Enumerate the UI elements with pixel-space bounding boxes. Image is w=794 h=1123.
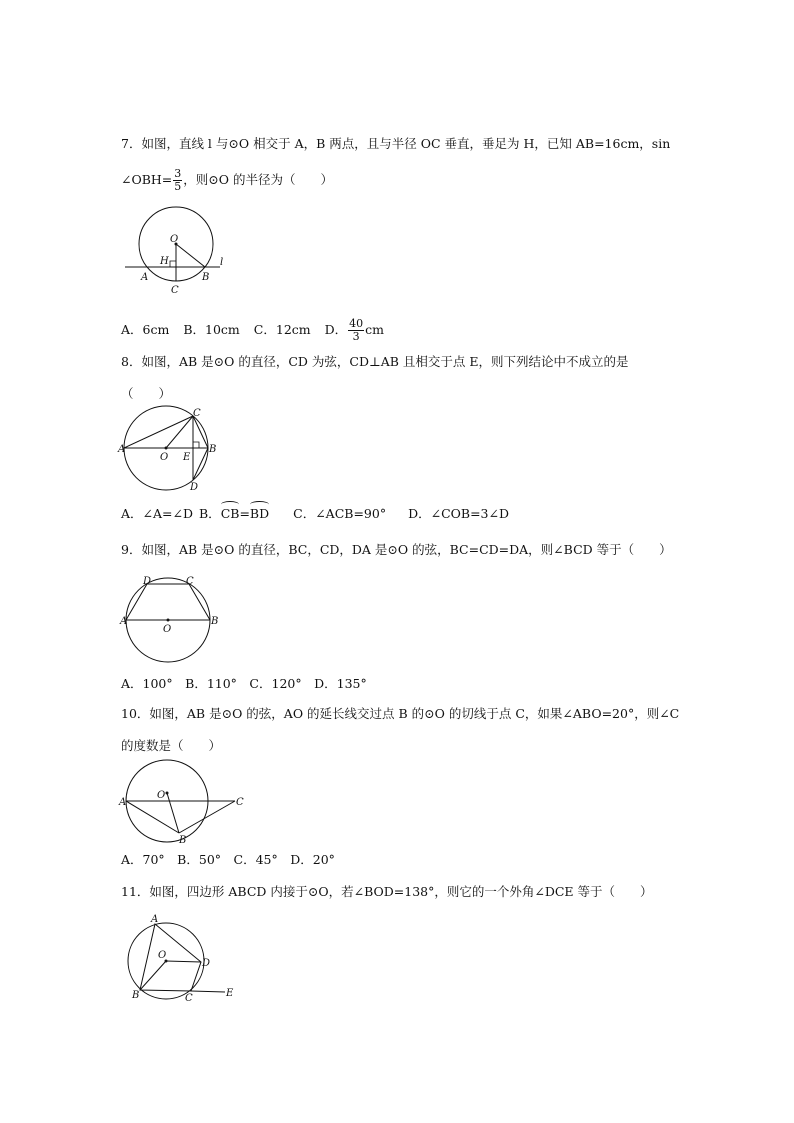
q7-line2-pre: ∠OBH= — [121, 172, 173, 187]
q8-option-a[interactable]: A．∠A=∠D — [121, 506, 193, 521]
q11-label-c: C — [185, 993, 193, 1004]
q7-option-a[interactable]: A．6cm — [121, 322, 170, 337]
q10-label-o: O — [157, 790, 166, 801]
q10-options[interactable]: A．70° B．50° C．45° D．20° — [121, 852, 335, 867]
q10-label-a: A — [119, 797, 127, 808]
q8-label-e: E — [183, 452, 191, 463]
q8-label-b: B — [209, 444, 217, 455]
q7-label-l: l — [220, 257, 224, 268]
q11-figure — [122, 912, 247, 1004]
q8-option-c[interactable]: C．∠ACB=90° — [293, 506, 387, 521]
q7-label-c: C — [171, 285, 179, 296]
q9-label-c: C — [186, 576, 194, 587]
q8-figure — [118, 406, 228, 491]
q7-option-b[interactable]: B．10cm — [183, 322, 240, 337]
q9-center-dot — [167, 619, 170, 622]
q9-label-b: B — [211, 616, 219, 627]
q10-figure — [118, 760, 248, 845]
q11-segment-od — [166, 961, 201, 962]
q8-option-b[interactable] — [199, 506, 269, 521]
q9-label-o: O — [163, 624, 172, 635]
q8-segment-cb — [193, 416, 208, 448]
q9-label-a: A — [120, 616, 128, 627]
q8-label-a: A — [118, 444, 126, 455]
q8-center-dot — [165, 447, 168, 450]
q7-label-h: H — [160, 256, 169, 267]
q8-label-o: O — [160, 452, 169, 463]
q7-segment-ob — [176, 244, 205, 267]
q11-label-a: A — [151, 914, 159, 925]
q7-fraction — [173, 168, 182, 193]
q9-figure — [118, 574, 228, 664]
q9-label-d: D — [143, 576, 152, 587]
q8-label-d: D — [190, 482, 199, 493]
q8-label-c: C — [193, 408, 201, 419]
q7-frac-num: 3 — [174, 167, 182, 180]
q7-option-d[interactable] — [324, 317, 385, 343]
q11-label-d: D — [202, 958, 211, 969]
q7-option-d-fraction — [348, 318, 364, 343]
q8-segment-oc — [166, 416, 193, 448]
q7-label-o: O — [170, 234, 179, 245]
q11-segment-ob — [140, 961, 166, 990]
q8-option-b-pre: B． — [199, 506, 221, 521]
q8-line2: （ ） — [121, 386, 172, 401]
q7-line2-post: ，则⊙O 的半径为（ ） — [183, 172, 333, 187]
q8-segment-bd — [193, 448, 208, 480]
q10-label-b: B — [179, 835, 187, 846]
q7-frac-den: 5 — [174, 180, 182, 193]
q8-right-angle-mark — [193, 442, 199, 448]
q7-option-d-unit: cm — [365, 322, 385, 337]
q11-quadrilateral-abcd — [140, 924, 201, 991]
q10-tangent-bc — [179, 801, 235, 833]
q8-options — [121, 506, 509, 522]
q7-options — [121, 318, 384, 343]
q9-options[interactable]: A．100° B．110° C．120° D．135° — [121, 676, 367, 691]
q11-label-o: O — [158, 950, 167, 961]
q7-label-a: A — [141, 272, 149, 283]
q8-option-b-arc-bd: BD — [249, 506, 270, 521]
q7-line2 — [121, 168, 333, 193]
q8-option-b-eq: = — [239, 506, 250, 521]
q10-label-c: C — [236, 797, 244, 808]
q10-line1: 10．如图，AB 是⊙O 的弦，AO 的延长线交过点 B 的⊙O 的切线于点 C，如果∠ABO=20°，则∠C — [121, 706, 680, 721]
q11-line1: 11．如图，四边形 ABCD 内接于⊙O，若∠BOD=138°，则它的一个外角∠DCE 等于（ ） — [121, 884, 653, 899]
q7-right-angle-mark — [170, 261, 176, 267]
q11-label-e: E — [226, 988, 234, 999]
q7-option-c[interactable]: C．12cm — [253, 322, 311, 337]
q9-line1: 9．如图，AB 是⊙O 的直径，BC，CD，DA 是⊙O 的弦，BC=CD=DA，则∠BCD 等于（ ） — [121, 542, 672, 557]
q8-line1: 8．如图，AB 是⊙O 的直径，CD 为弦，CD⊥AB 且相交于点 E，则下列结论中不成立的是 — [121, 354, 629, 369]
q7-option-d-pre: D． — [324, 322, 348, 337]
q8-option-b-arc-cb: CB — [220, 506, 240, 521]
q7-label-b: B — [202, 272, 210, 283]
q11-extension-ce — [191, 991, 225, 992]
q8-option-d[interactable]: D．∠COB=3∠D — [408, 506, 510, 521]
q7-line1: 7．如图，直线 l 与⊙O 相交于 A，B 两点，且与半径 OC 垂直，垂足为 H，已知 AB=16cm，sin — [121, 136, 671, 151]
q10-center-dot — [166, 792, 169, 795]
q10-line2: 的度数是（ ） — [121, 738, 222, 753]
q7-option-d-den: 3 — [352, 330, 360, 343]
q7-figure — [120, 200, 240, 295]
q11-label-b: B — [132, 990, 140, 1001]
q7-option-d-num: 40 — [349, 317, 364, 330]
